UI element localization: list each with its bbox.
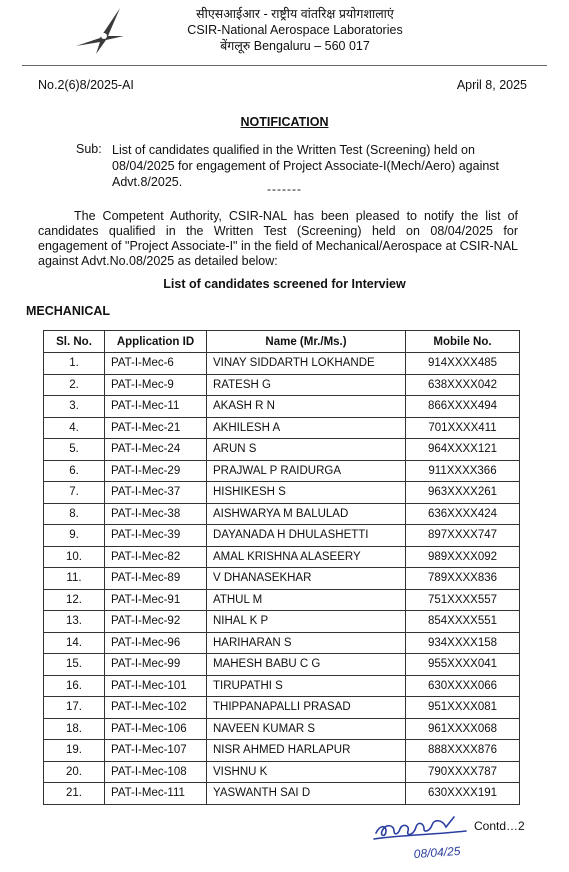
table-row (44, 740, 520, 762)
name-cell: NIHAL K P (207, 611, 406, 633)
sl-no-cell: 20. (44, 761, 105, 783)
application-id-cell: PAT-I-Mec-107 (105, 740, 207, 762)
table-header-row (44, 331, 520, 353)
subject-text: List of candidates qualified in the Written Test (Screening) held on 08/04/2025 for engagement of Project Associate-I(Mech/Aero) against Advt.8/2025. (112, 143, 500, 189)
table-row (44, 654, 520, 676)
col-header-name: Name (Mr./Ms.) (207, 331, 406, 353)
col-header-sl-no: Sl. No. (44, 331, 105, 353)
sl-no-cell: 3. (44, 396, 105, 418)
sl-no-cell: 15. (44, 654, 105, 676)
org-address: बेंगलूरु Bengaluru – 560 017 (220, 39, 370, 53)
sl-no-cell: 5. (44, 439, 105, 461)
name-cell: TIRUPATHI S (207, 675, 406, 697)
sl-no-cell: 11. (44, 568, 105, 590)
org-name-english: CSIR-National Aerospace Laboratories (187, 23, 403, 37)
notification-title: NOTIFICATION (240, 115, 329, 129)
sl-no-cell: 1. (44, 353, 105, 375)
table-row (44, 396, 520, 418)
mobile-cell: 854XXXX551 (406, 611, 520, 633)
name-cell: NAVEEN KUMAR S (207, 718, 406, 740)
body-paragraph: The Competent Authority, CSIR-NAL has been pleased to notify the list of candidates qualified in the Written Test (Screening) held on 08/04/2025 for engagement of "Project Associate-I" in the field of Mechanical/Aerospace at CSIR-NAL against Advt.No.08/2025 as detailed below: (38, 209, 518, 268)
notice-date: April 8, 2025 (456, 78, 527, 92)
sl-no-cell: 19. (44, 740, 105, 762)
header-divider (22, 65, 547, 66)
table-row (44, 546, 520, 568)
name-cell: AKASH R N (207, 396, 406, 418)
mobile-cell: 701XXXX411 (406, 417, 520, 439)
sl-no-cell: 8. (44, 503, 105, 525)
mobile-cell: 897XXXX747 (406, 525, 520, 547)
application-id-cell: PAT-I-Mec-96 (105, 632, 207, 654)
sl-no-cell: 4. (44, 417, 105, 439)
letterhead (150, 6, 440, 54)
name-cell: THIPPANAPALLI PRASAD (207, 697, 406, 719)
application-id-cell: PAT-I-Mec-21 (105, 417, 207, 439)
application-id-cell: PAT-I-Mec-89 (105, 568, 207, 590)
application-id-cell: PAT-I-Mec-102 (105, 697, 207, 719)
name-cell: HISHIKESH S (207, 482, 406, 504)
mobile-cell: 638XXXX042 (406, 374, 520, 396)
table-row (44, 482, 520, 504)
application-id-cell: PAT-I-Mec-91 (105, 589, 207, 611)
section-title: MECHANICAL (26, 304, 111, 318)
application-id-cell: PAT-I-Mec-9 (105, 374, 207, 396)
table-row (44, 353, 520, 375)
application-id-cell: PAT-I-Mec-99 (105, 654, 207, 676)
mobile-cell: 955XXXX041 (406, 654, 520, 676)
col-header-mobile: Mobile No. (406, 331, 520, 353)
sl-no-cell: 13. (44, 611, 105, 633)
name-cell: DAYANADA H DHULASHETTI (207, 525, 406, 547)
application-id-cell: PAT-I-Mec-111 (105, 783, 207, 805)
table-row (44, 460, 520, 482)
sl-no-cell: 16. (44, 675, 105, 697)
application-id-cell: PAT-I-Mec-39 (105, 525, 207, 547)
name-cell: NISR AHMED HARLAPUR (207, 740, 406, 762)
sl-no-cell: 21. (44, 783, 105, 805)
mobile-cell: 961XXXX068 (406, 718, 520, 740)
table-row (44, 718, 520, 740)
application-id-cell: PAT-I-Mec-11 (105, 396, 207, 418)
table-row (44, 632, 520, 654)
mobile-cell: 914XXXX485 (406, 353, 520, 375)
nal-logo (70, 6, 128, 56)
mobile-cell: 630XXXX066 (406, 675, 520, 697)
name-cell: ARUN S (207, 439, 406, 461)
mobile-cell: 636XXXX424 (406, 503, 520, 525)
application-id-cell: PAT-I-Mec-108 (105, 761, 207, 783)
table-body (44, 353, 520, 805)
name-cell: VISHNU K (207, 761, 406, 783)
table-row (44, 503, 520, 525)
application-id-cell: PAT-I-Mec-24 (105, 439, 207, 461)
name-cell: VINAY SIDDARTH LOKHANDE (207, 353, 406, 375)
application-id-cell: PAT-I-Mec-37 (105, 482, 207, 504)
application-id-cell: PAT-I-Mec-106 (105, 718, 207, 740)
table-row (44, 525, 520, 547)
signature-date: 08/04/25 (413, 843, 461, 862)
name-cell: V DHANASEKHAR (207, 568, 406, 590)
sl-no-cell: 10. (44, 546, 105, 568)
application-id-cell: PAT-I-Mec-29 (105, 460, 207, 482)
sl-no-cell: 18. (44, 718, 105, 740)
mobile-cell: 630XXXX191 (406, 783, 520, 805)
org-name-hindi: सीएसआईआर - राष्ट्रीय वांतरिक्ष प्रयोगशालाएं (196, 7, 394, 21)
mobile-cell: 989XXXX092 (406, 546, 520, 568)
application-id-cell: PAT-I-Mec-82 (105, 546, 207, 568)
sl-no-cell: 12. (44, 589, 105, 611)
table-row (44, 568, 520, 590)
table-row (44, 761, 520, 783)
application-id-cell: PAT-I-Mec-38 (105, 503, 207, 525)
table-row (44, 374, 520, 396)
application-id-cell: PAT-I-Mec-92 (105, 611, 207, 633)
name-cell: MAHESH BABU C G (207, 654, 406, 676)
mobile-cell: 789XXXX836 (406, 568, 520, 590)
mobile-cell: 911XXXX366 (406, 460, 520, 482)
application-id-cell: PAT-I-Mec-101 (105, 675, 207, 697)
mobile-cell: 934XXXX158 (406, 632, 520, 654)
table-row (44, 417, 520, 439)
mobile-cell: 951XXXX081 (406, 697, 520, 719)
mobile-cell: 963XXXX261 (406, 482, 520, 504)
name-cell: YASWANTH SAI D (207, 783, 406, 805)
sl-no-cell: 14. (44, 632, 105, 654)
name-cell: AKHILESH A (207, 417, 406, 439)
mobile-cell: 964XXXX121 (406, 439, 520, 461)
mobile-cell: 790XXXX787 (406, 761, 520, 783)
mobile-cell: 888XXXX876 (406, 740, 520, 762)
mobile-cell: 751XXXX557 (406, 589, 520, 611)
application-id-cell: PAT-I-Mec-6 (105, 353, 207, 375)
sl-no-cell: 17. (44, 697, 105, 719)
subject-label: Sub: (76, 142, 102, 156)
name-cell: PRAJWAL P RAIDURGA (207, 460, 406, 482)
name-cell: ATHUL M (207, 589, 406, 611)
sl-no-cell: 7. (44, 482, 105, 504)
continued-note: Contd…2 (474, 819, 525, 833)
candidates-table (43, 330, 520, 805)
table-row (44, 783, 520, 805)
name-cell: AISHWARYA M BALULAD (207, 503, 406, 525)
sl-no-cell: 2. (44, 374, 105, 396)
sl-no-cell: 9. (44, 525, 105, 547)
name-cell: RATESH G (207, 374, 406, 396)
table-row (44, 439, 520, 461)
sl-no-cell: 6. (44, 460, 105, 482)
col-header-application-id: Application ID (105, 331, 207, 353)
reference-number: No.2(6)8/2025-AI (38, 78, 134, 92)
mobile-cell: 866XXXX494 (406, 396, 520, 418)
name-cell: AMAL KRISHNA ALASEERY (207, 546, 406, 568)
table-row (44, 675, 520, 697)
table-row (44, 611, 520, 633)
separator: ------- (267, 182, 302, 196)
table-row (44, 697, 520, 719)
list-title: List of candidates screened for Interview (163, 277, 406, 291)
name-cell: HARIHARAN S (207, 632, 406, 654)
table-row (44, 589, 520, 611)
